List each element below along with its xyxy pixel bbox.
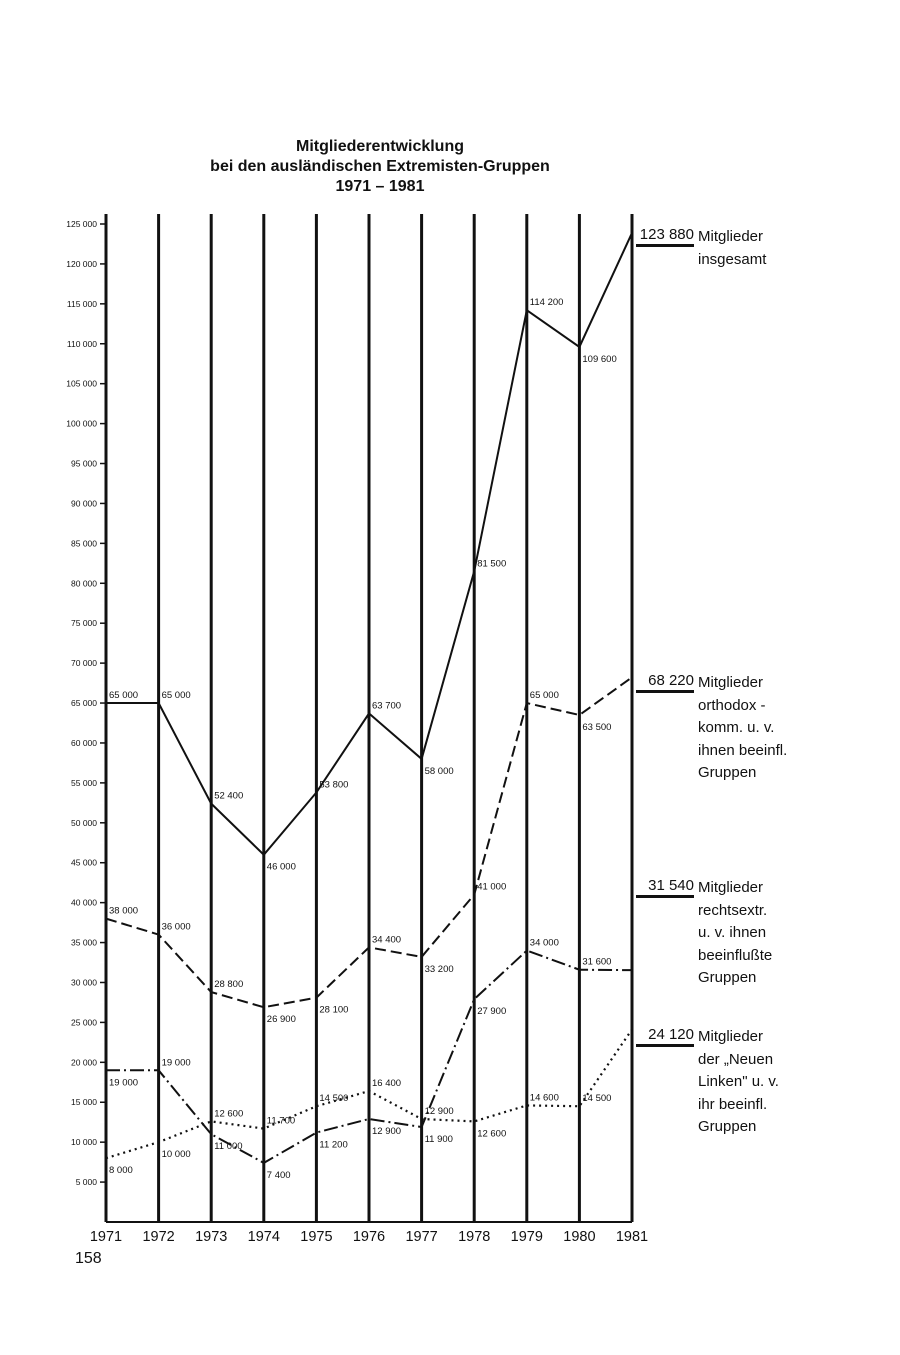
y-tick-label: 100 000 bbox=[66, 418, 97, 429]
legend-text-right: beeinflußte bbox=[698, 946, 773, 964]
x-tick-label-1974: 1974 bbox=[247, 1229, 280, 1245]
legend-text-orthodox: komm. u. v. bbox=[698, 719, 775, 736]
data-label-orthodox-1974: 26 900 bbox=[266, 1014, 296, 1026]
data-label-orthodox-1977: 33 200 bbox=[424, 963, 454, 975]
legend-text-total: insgesamt bbox=[698, 250, 767, 268]
chart-title-line-3: 1971 – 1981 bbox=[335, 178, 425, 195]
legend-text-right: Mitglieder bbox=[698, 879, 764, 896]
y-tick-label: 85 000 bbox=[71, 538, 97, 549]
data-label-newleft-1971: 8 000 bbox=[109, 1165, 133, 1177]
data-label-orthodox-1978: 41 000 bbox=[477, 881, 507, 893]
y-tick-label: 60 000 bbox=[71, 737, 97, 748]
chart-title-line-2: bei den ausländischen Extremisten-Gruppen bbox=[210, 158, 550, 175]
legend-text-orthodox: orthodox - bbox=[698, 696, 766, 714]
y-tick-label: 75 000 bbox=[71, 618, 97, 629]
data-label-right-1974: 7 400 bbox=[266, 1169, 291, 1181]
data-label-total-1977: 58 000 bbox=[424, 765, 454, 777]
legend-text-right: u. v. ihnen bbox=[698, 924, 767, 941]
page-number: 158 bbox=[75, 1250, 102, 1267]
data-label-total-1972: 65 000 bbox=[161, 690, 191, 702]
data-label-total-1973: 52 400 bbox=[214, 790, 244, 802]
data-label-total-1978: 81 500 bbox=[477, 558, 507, 570]
data-label-right-1972: 19 000 bbox=[161, 1057, 191, 1069]
y-tick-label: 105 000 bbox=[66, 378, 97, 389]
legend-text-right: Gruppen bbox=[698, 969, 757, 986]
data-label-total-1979: 114 200 bbox=[529, 297, 564, 309]
data-label-right-1971: 19 000 bbox=[109, 1077, 139, 1089]
data-label-newleft-1973: 12 600 bbox=[214, 1108, 244, 1120]
data-label-newleft-1974: 11 700 bbox=[266, 1115, 296, 1127]
legend-text-right: rechtsextr. bbox=[698, 901, 768, 919]
y-tick-label: 10 000 bbox=[71, 1137, 97, 1148]
y-tick-label: 45 000 bbox=[71, 857, 97, 868]
data-label-newleft-1977: 12 900 bbox=[424, 1106, 454, 1118]
data-label-total-1980: 109 600 bbox=[582, 353, 617, 365]
data-label-newleft-1975: 14 500 bbox=[319, 1093, 349, 1105]
legend-text-newleft: Linken" u. v. bbox=[698, 1073, 779, 1090]
x-tick-label-1972: 1972 bbox=[142, 1229, 175, 1245]
data-label-orthodox-1973: 28 800 bbox=[214, 979, 244, 991]
y-tick-label: 55 000 bbox=[71, 777, 97, 788]
data-label-right-1980: 31 600 bbox=[582, 956, 612, 968]
data-label-total-1974: 46 000 bbox=[266, 861, 296, 873]
data-label-right-1978: 27 900 bbox=[477, 1006, 507, 1018]
legend-text-orthodox: Gruppen bbox=[698, 764, 757, 781]
data-label-total-1975: 53 800 bbox=[319, 779, 349, 791]
legend-text-newleft: Gruppen bbox=[698, 1118, 757, 1135]
y-tick-label: 70 000 bbox=[71, 658, 97, 669]
x-tick-label-1971: 1971 bbox=[89, 1229, 123, 1245]
data-label-orthodox-1980: 63 500 bbox=[582, 722, 612, 734]
data-label-right-1979: 34 000 bbox=[529, 937, 559, 949]
x-tick-label-1976: 1976 bbox=[352, 1229, 386, 1245]
x-tick-label-1979: 1979 bbox=[510, 1229, 543, 1245]
legend-text-newleft: ihr beeinfl. bbox=[698, 1095, 768, 1113]
data-label-newleft-1978: 12 600 bbox=[477, 1128, 507, 1140]
data-label-orthodox-1976: 34 400 bbox=[372, 934, 402, 946]
data-label-orthodox-1971: 38 000 bbox=[109, 905, 139, 917]
y-tick-label: 20 000 bbox=[71, 1057, 97, 1068]
y-tick-label: 15 000 bbox=[71, 1097, 97, 1108]
data-label-total-1971: 65 000 bbox=[109, 690, 139, 702]
y-tick-label: 25 000 bbox=[71, 1017, 97, 1028]
y-tick-label: 115 000 bbox=[66, 298, 97, 309]
y-tick-label: 40 000 bbox=[71, 897, 97, 908]
y-tick-label: 30 000 bbox=[71, 977, 97, 988]
y-tick-label: 95 000 bbox=[71, 458, 97, 469]
y-tick-label: 120 000 bbox=[66, 258, 97, 269]
legend-value-newleft: 24 120 bbox=[636, 1026, 694, 1047]
legend-text-newleft: Mitglieder bbox=[698, 1028, 764, 1045]
y-tick-label: 90 000 bbox=[71, 498, 97, 509]
x-tick-label-1973: 1973 bbox=[195, 1229, 228, 1245]
y-tick-label: 110 000 bbox=[66, 338, 97, 349]
data-label-newleft-1976: 16 400 bbox=[372, 1078, 402, 1090]
data-label-total-1976: 63 700 bbox=[372, 700, 402, 712]
y-tick-label: 65 000 bbox=[71, 698, 97, 709]
x-tick-label-1978: 1978 bbox=[458, 1229, 491, 1245]
legend-text-total: Mitglieder bbox=[698, 228, 764, 245]
y-tick-label: 80 000 bbox=[71, 578, 97, 589]
data-label-right-1976: 12 900 bbox=[372, 1126, 402, 1138]
y-tick-label: 35 000 bbox=[71, 937, 97, 948]
legend-value-orthodox: 68 220 bbox=[636, 672, 694, 693]
data-label-newleft-1979: 14 600 bbox=[529, 1092, 559, 1104]
y-tick-label: 5 000 bbox=[75, 1177, 97, 1188]
x-tick-label-1977: 1977 bbox=[405, 1229, 438, 1245]
data-label-orthodox-1972: 36 000 bbox=[161, 921, 191, 933]
data-label-orthodox-1975: 28 100 bbox=[319, 1004, 349, 1016]
x-tick-label-1975: 1975 bbox=[300, 1229, 333, 1245]
legend-text-newleft: der „Neuen bbox=[698, 1050, 774, 1068]
legend-value-total: 123 880 bbox=[636, 226, 694, 247]
data-label-newleft-1980: 14 500 bbox=[582, 1093, 612, 1105]
x-tick-label-1980: 1980 bbox=[563, 1229, 596, 1245]
data-label-right-1977: 11 900 bbox=[424, 1133, 453, 1145]
legend-value-right: 31 540 bbox=[636, 877, 694, 898]
data-label-right-1973: 11 000 bbox=[214, 1141, 243, 1153]
x-tick-label-1981: 1981 bbox=[615, 1229, 649, 1245]
data-label-right-1975: 11 200 bbox=[319, 1139, 348, 1151]
data-label-orthodox-1979: 65 000 bbox=[529, 690, 559, 702]
data-label-newleft-1972: 10 000 bbox=[161, 1149, 191, 1161]
legend-text-orthodox: Mitglieder bbox=[698, 674, 764, 691]
legend-text-orthodox: ihnen beeinfl. bbox=[698, 741, 788, 759]
y-tick-label: 125 000 bbox=[66, 219, 97, 229]
chart-title-line-1: Mitgliederentwicklung bbox=[295, 138, 464, 155]
y-tick-label: 50 000 bbox=[71, 817, 97, 828]
